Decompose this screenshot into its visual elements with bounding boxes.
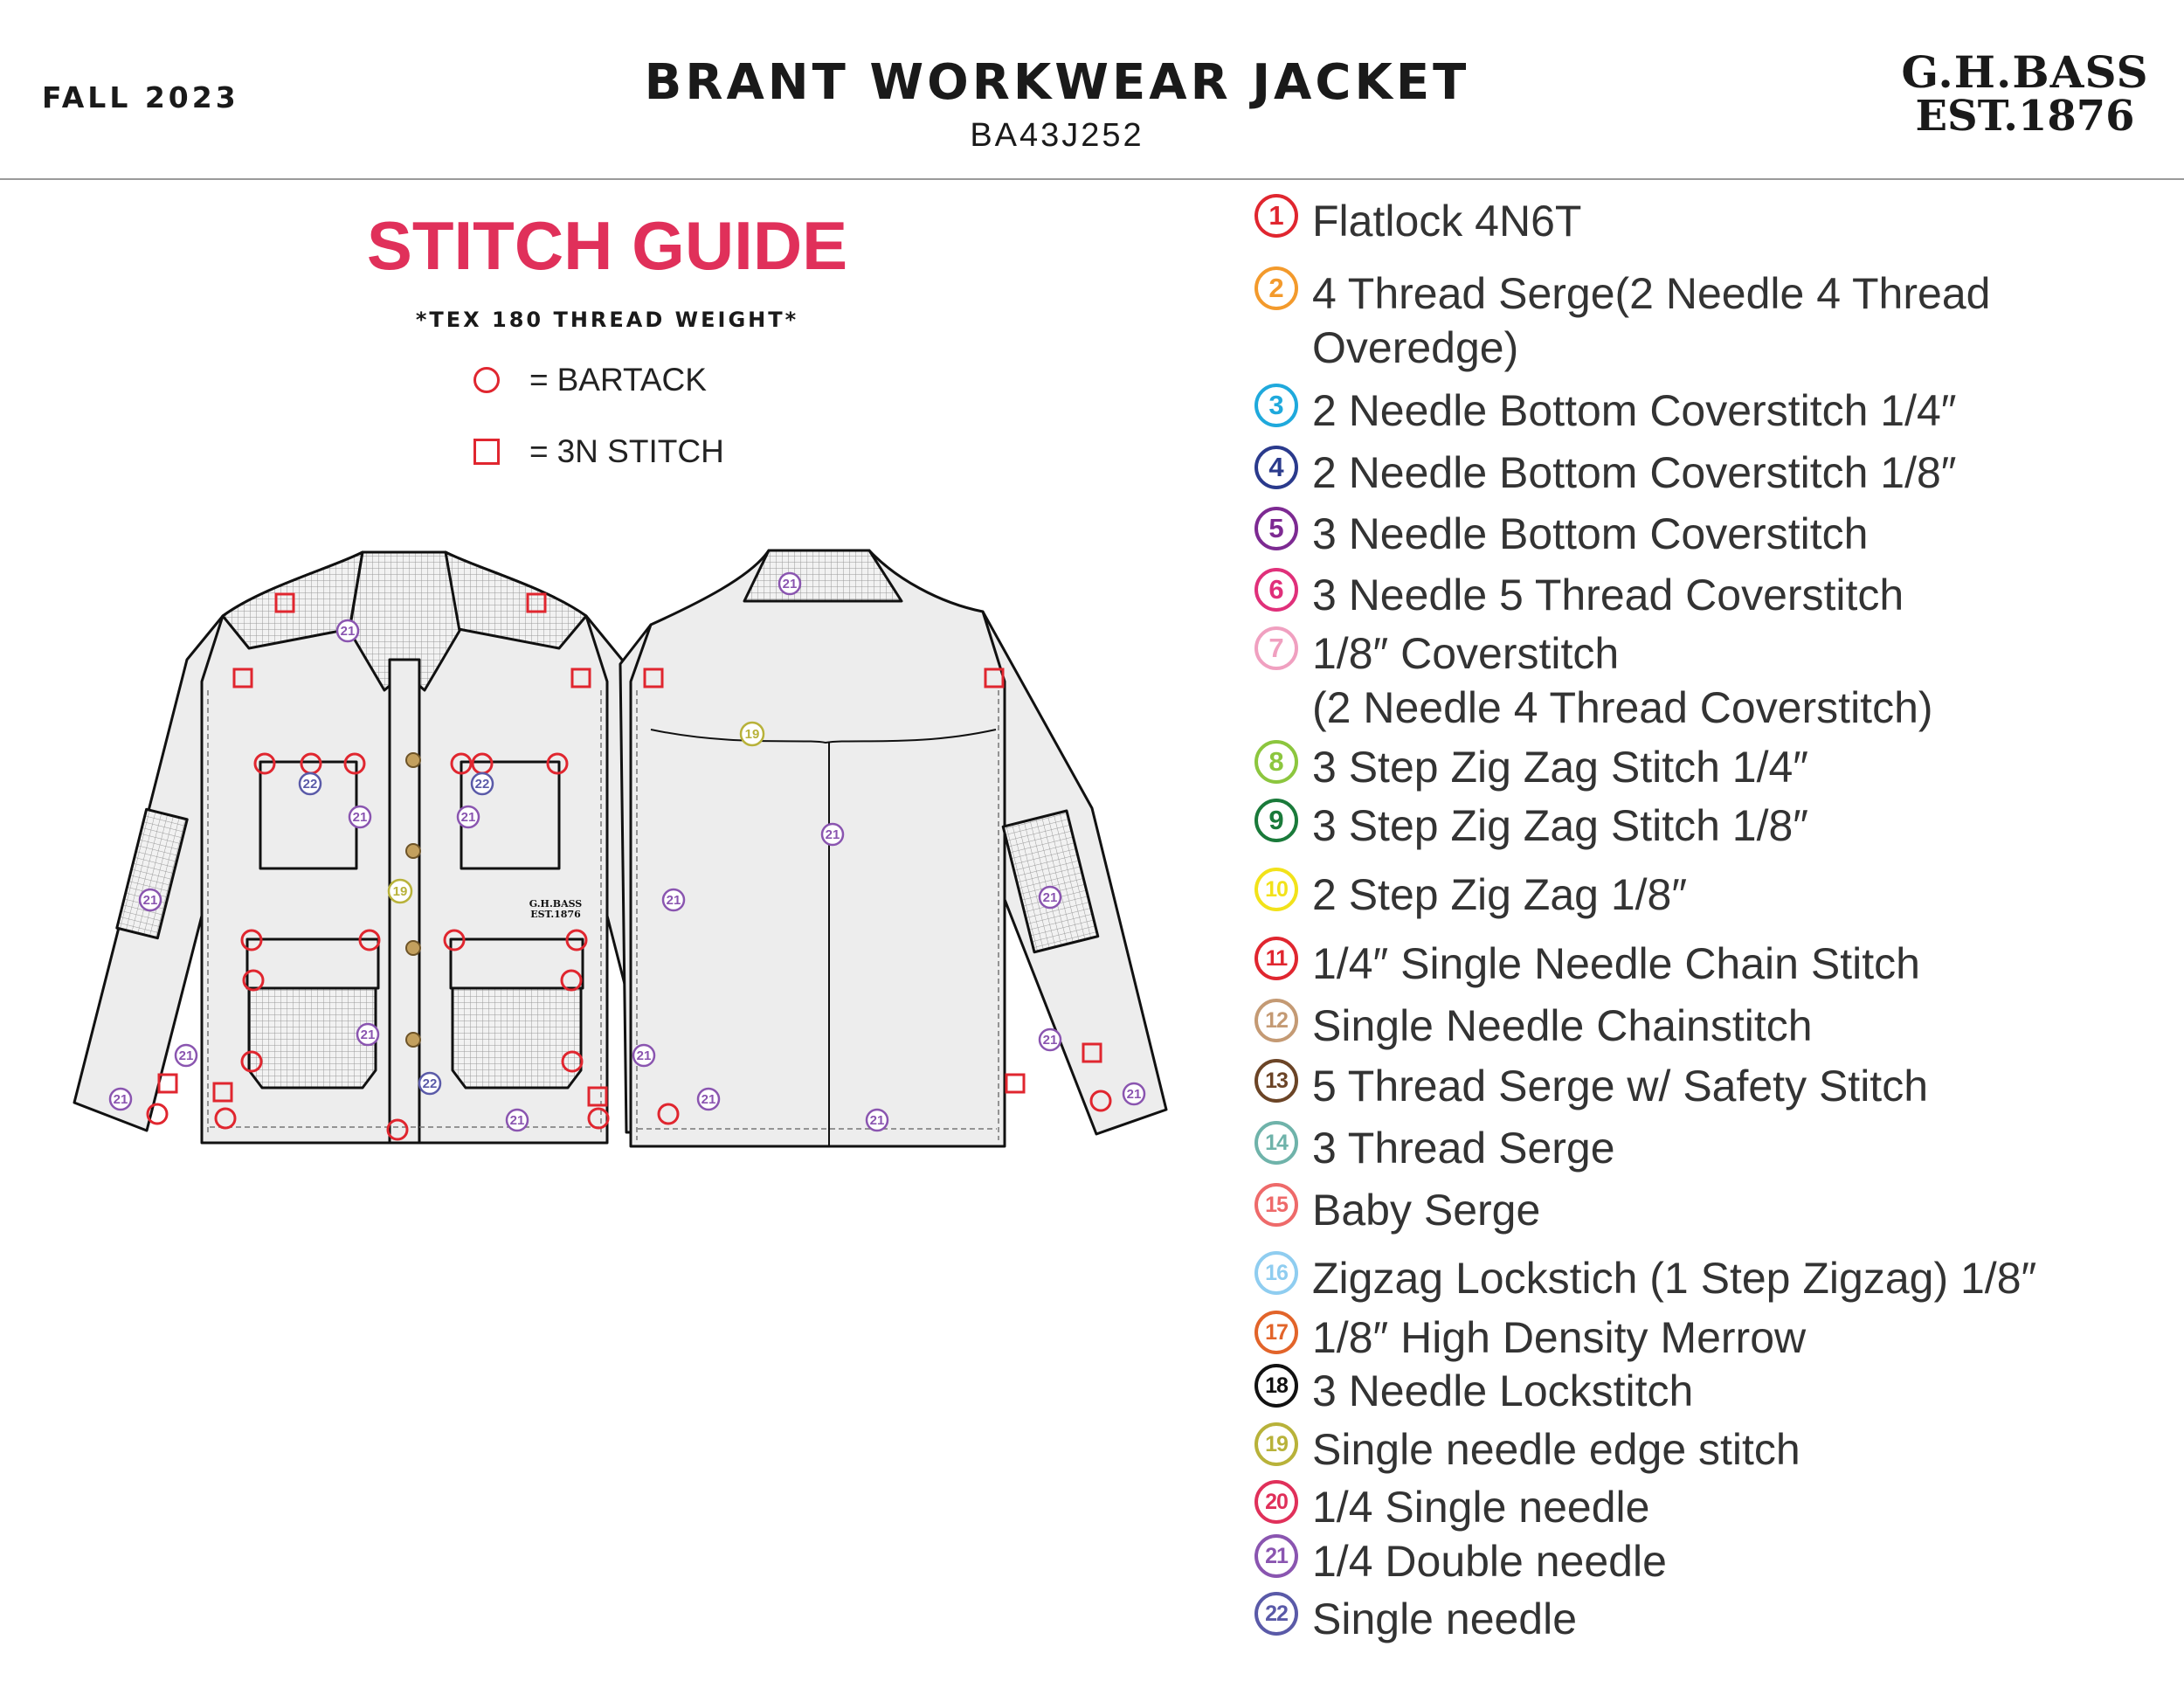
legend-label (1312, 740, 1808, 794)
legend-item-9 (1254, 799, 1808, 853)
legend-item-11 (1254, 937, 1920, 991)
svg-text:21: 21 (509, 1113, 525, 1128)
legend-item-1 (1254, 194, 1581, 248)
legend-item-19 (1254, 1422, 1800, 1477)
legend-label-line1: Baby Serge (1312, 1186, 1541, 1235)
legend-label (1312, 1480, 1649, 1534)
stitch-number-badge-icon: 3 (1254, 384, 1298, 427)
stitch-number-badge-icon: 12 (1254, 999, 1298, 1042)
legend-label-line1: 2 Needle Bottom Coverstitch 1/4″ (1312, 386, 1957, 435)
svg-text:21: 21 (178, 1048, 194, 1063)
svg-text:21: 21 (782, 577, 798, 591)
key-bartack (473, 362, 707, 398)
legend-label (1312, 507, 1868, 561)
stitch-number-badge-icon: 7 (1254, 626, 1298, 670)
legend-item-6 (1254, 568, 1904, 622)
legend-label-line1: Single needle (1312, 1595, 1578, 1643)
header-divider (0, 178, 2184, 180)
stitch-guide-title: STITCH GUIDE (366, 207, 848, 284)
stitch-number-badge-icon: 13 (1254, 1059, 1298, 1103)
legend-label-line1: 3 Thread Serge (1312, 1124, 1615, 1173)
legend-label (1312, 626, 1933, 735)
legend-label (1312, 446, 1957, 500)
svg-text:22: 22 (422, 1076, 438, 1091)
legend-label-line1: 3 Step Zig Zag Stitch 1/8″ (1312, 801, 1808, 850)
svg-text:21: 21 (360, 1027, 376, 1042)
thread-weight-note: *TEX 180 THREAD WEIGHT* (415, 308, 799, 332)
stitch-number-badge-icon: 16 (1254, 1251, 1298, 1295)
legend-label (1312, 1059, 1928, 1113)
legend-item-16 (1254, 1251, 2036, 1305)
legend-item-22 (1254, 1592, 1577, 1646)
legend-item-10 (1254, 868, 1687, 922)
jacket-flats (0, 524, 1206, 1188)
stitch-number-badge-icon: 1 (1254, 194, 1298, 238)
legend-label (1312, 868, 1687, 922)
legend-item-21 (1254, 1534, 1667, 1588)
legend-item-17 (1254, 1311, 1806, 1365)
stitch-number-badge-icon: 4 (1254, 446, 1298, 489)
svg-text:G.H.BASS: G.H.BASS (529, 898, 583, 910)
svg-text:21: 21 (869, 1113, 885, 1128)
svg-text:21: 21 (460, 810, 476, 825)
legend-label-line1: 3 Needle Lockstitch (1312, 1366, 1694, 1415)
legend-label-line1: 1/4 Single needle (1312, 1483, 1650, 1532)
legend-item-14 (1254, 1121, 1615, 1175)
legend-label (1312, 1251, 2036, 1305)
legend-item-20 (1254, 1480, 1649, 1534)
legend-item-7 (1254, 626, 1933, 735)
stitch-number-badge-icon: 6 (1254, 568, 1298, 612)
svg-text:21: 21 (113, 1092, 128, 1107)
key-bartack-label: BARTACK (556, 362, 707, 398)
legend-label-line1: 3 Needle 5 Thread Coverstitch (1312, 571, 1904, 619)
legend-label (1312, 1364, 1693, 1418)
season-label: FALL 2023 (42, 80, 239, 114)
svg-text:21: 21 (666, 893, 681, 908)
svg-text:EST.1876: EST.1876 (530, 909, 581, 920)
legend-label-line1: 1/8″ Coverstitch (1312, 629, 1620, 678)
legend-label (1312, 937, 1920, 991)
svg-text:21: 21 (142, 893, 158, 908)
svg-text:21: 21 (1042, 890, 1058, 905)
svg-text:21: 21 (1042, 1033, 1058, 1048)
pocket-flap-left (247, 939, 378, 988)
svg-text:21: 21 (352, 810, 368, 825)
legend-label (1312, 1121, 1615, 1175)
legend-item-5 (1254, 507, 1868, 561)
page-title: BRANT WORKWEAR JACKET (644, 54, 1470, 111)
svg-text:21: 21 (825, 827, 840, 842)
legend-label-line2: Overedge) (1312, 323, 1519, 372)
svg-text:19: 19 (744, 727, 760, 742)
svg-text:21: 21 (701, 1092, 716, 1107)
legend-item-4 (1254, 446, 1957, 500)
legend-label (1312, 1422, 1800, 1477)
bartack-circle-icon (473, 367, 500, 393)
legend-label (1312, 799, 1808, 853)
legend-label-line1: 2 Needle Bottom Coverstitch 1/8″ (1312, 448, 1957, 497)
style-code: BA43J252 (970, 117, 1144, 154)
svg-text:21: 21 (636, 1048, 652, 1063)
legend-label-line1: 5 Thread Serge w/ Safety Stitch (1312, 1062, 1929, 1110)
legend-item-15 (1254, 1183, 1540, 1237)
legend-label (1312, 568, 1904, 622)
legend-label (1312, 1311, 1806, 1365)
legend-label-line1: Single Needle Chainstitch (1312, 1001, 1813, 1050)
key-equals: = (529, 433, 549, 469)
key-equals: = (529, 362, 549, 398)
legend-item-8 (1254, 740, 1808, 794)
legend-label (1312, 999, 1813, 1053)
stitch-number-badge-icon: 5 (1254, 507, 1298, 550)
svg-text:22: 22 (302, 777, 318, 792)
stitch-number-badge-icon: 8 (1254, 740, 1298, 784)
legend-item-18 (1254, 1364, 1693, 1418)
legend-item-13 (1254, 1059, 1928, 1113)
legend-label (1312, 194, 1581, 248)
legend-label (1312, 1592, 1577, 1646)
legend-label-line1: 3 Step Zig Zag Stitch 1/4″ (1312, 743, 1808, 792)
back-body (631, 550, 1005, 1146)
stitch-number-badge-icon: 21 (1254, 1534, 1298, 1578)
brand-logo (1894, 46, 2156, 141)
legend-label (1312, 1183, 1540, 1237)
svg-text:22: 22 (474, 777, 490, 792)
legend-label-line1: 1/4″ Single Needle Chain Stitch (1312, 939, 1920, 988)
stitch-number-badge-icon: 22 (1254, 1592, 1298, 1636)
legend-item-2 (1254, 266, 1990, 375)
legend-label-line1: Single needle edge stitch (1312, 1425, 1800, 1474)
key-3n-label: 3N STITCH (556, 433, 724, 469)
legend-label (1312, 384, 1957, 438)
stitch-number-badge-icon: 20 (1254, 1480, 1298, 1524)
legend-item-3 (1254, 384, 1957, 438)
brand-logo-line2: EST.1876 (1915, 92, 2135, 141)
legend-label-line1: 2 Step Zig Zag 1/8″ (1312, 870, 1688, 919)
legend-label (1312, 1534, 1667, 1588)
stitch-number-badge-icon: 10 (1254, 868, 1298, 911)
svg-text:21: 21 (1126, 1087, 1142, 1102)
stitch-number-badge-icon: 17 (1254, 1311, 1298, 1354)
key-3n-stitch (473, 433, 724, 470)
legend-label (1312, 266, 1990, 375)
svg-text:21: 21 (340, 624, 356, 639)
legend-label-line1: Zigzag Lockstich (1 Step Zigzag) 1/8″ (1312, 1254, 2037, 1303)
legend-item-12 (1254, 999, 1813, 1053)
legend-label-line1: 1/8″ High Density Merrow (1312, 1313, 1807, 1362)
legend-label-line1: 4 Thread Serge(2 Needle 4 Thread (1312, 269, 1991, 318)
legend-label-line1: 1/4 Double needle (1312, 1537, 1667, 1586)
svg-text:19: 19 (392, 884, 408, 899)
legend-label-line1: 3 Needle Bottom Coverstitch (1312, 509, 1869, 558)
stitch-number-badge-icon: 9 (1254, 799, 1298, 842)
stitch-number-badge-icon: 19 (1254, 1422, 1298, 1466)
legend-label-line2: (2 Needle 4 Thread Coverstitch) (1312, 683, 1933, 732)
stitch-number-badge-icon: 11 (1254, 937, 1298, 980)
legend-label-line1: Flatlock 4N6T (1312, 197, 1582, 246)
garment-logo-label (529, 898, 583, 920)
stitch-number-badge-icon: 14 (1254, 1121, 1298, 1165)
stitch-number-badge-icon: 18 (1254, 1364, 1298, 1408)
brand-logo-line1: G.H.BASS (1901, 46, 2149, 98)
3n-stitch-square-icon (473, 439, 500, 465)
stitch-number-badge-icon: 2 (1254, 266, 1298, 310)
stitch-number-badge-icon: 15 (1254, 1183, 1298, 1227)
